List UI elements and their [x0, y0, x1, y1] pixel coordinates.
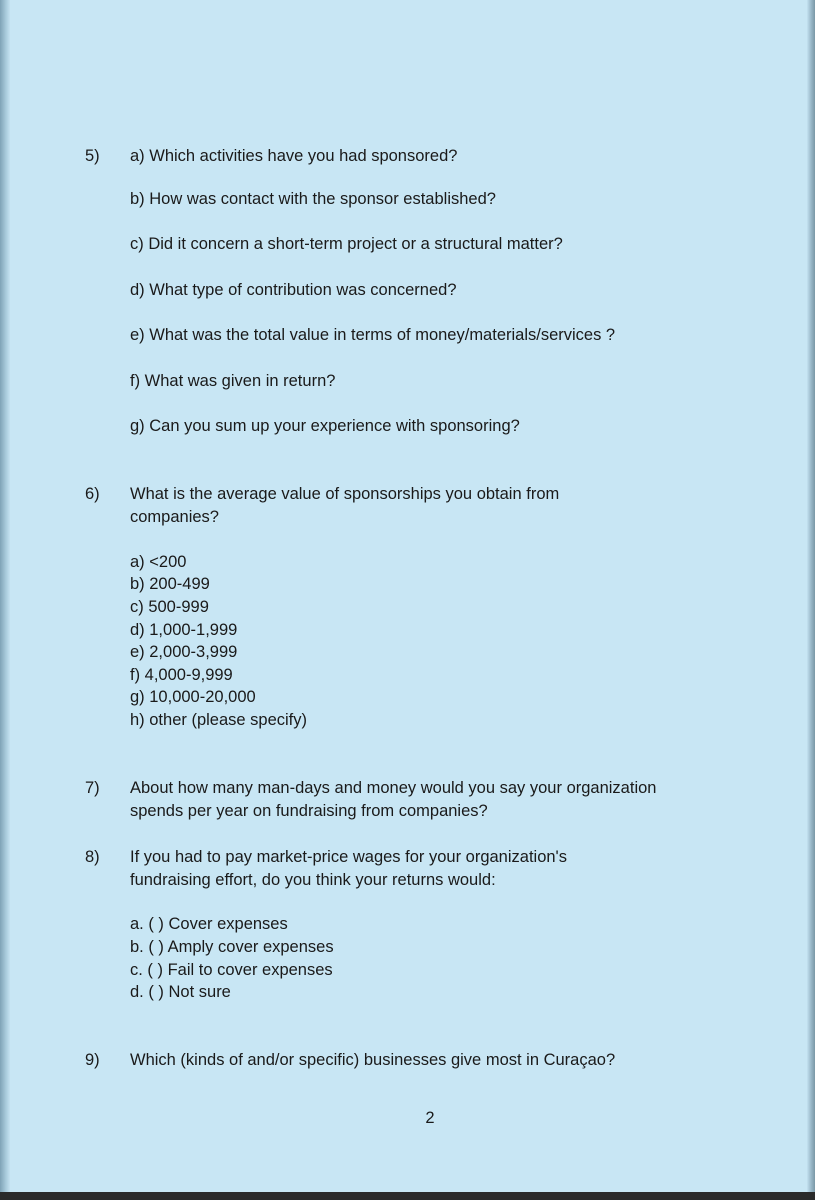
question-7-number: 7) [85, 779, 100, 797]
page-bottom-edge [0, 1192, 815, 1200]
question-6-option-d: d) 1,000-1,999 [130, 621, 238, 639]
question-5b: b) How was contact with the sponsor established? [130, 190, 496, 208]
question-6-option-e: e) 2,000-3,999 [130, 643, 238, 661]
question-8-option-d: d. ( ) Not sure [130, 983, 231, 1001]
question-6-option-b: b) 200-499 [130, 575, 210, 593]
question-6-option-f: f) 4,000-9,999 [130, 666, 233, 684]
question-8-option-c: c. ( ) Fail to cover expenses [130, 961, 333, 979]
question-6-text-line1: What is the average value of sponsorships you obtain from [130, 485, 560, 503]
question-9-number: 9) [85, 1051, 100, 1069]
question-8-text-line2: fundraising effort, do you think your returns would: [130, 871, 496, 889]
question-7-text-line1: About how many man-days and money would you say your organization [130, 779, 657, 797]
question-5c: c) Did it concern a short-term project or a structural matter? [130, 235, 563, 253]
page-number: 2 [425, 1109, 435, 1127]
question-5f: f) What was given in return? [130, 372, 336, 390]
question-9-text: Which (kinds of and/or specific) businesses give most in Curaçao? [130, 1051, 616, 1069]
question-6-option-a: a) <200 [130, 553, 187, 571]
question-5e: e) What was the total value in terms of money/materials/services ? [130, 326, 616, 344]
binding-edge [0, 0, 10, 1200]
question-6-option-g: g) 10,000-20,000 [130, 688, 256, 706]
question-8-option-b: b. ( ) Amply cover expenses [130, 938, 334, 956]
question-6-option-h: h) other (please specify) [130, 711, 307, 729]
page-edge [807, 0, 815, 1200]
question-6-text-line2: companies? [130, 508, 219, 526]
question-8-option-a: a. ( ) Cover expenses [130, 915, 288, 933]
question-7-text-line2: spends per year on fundraising from companies? [130, 802, 488, 820]
question-5g: g) Can you sum up your experience with sponsoring? [130, 417, 520, 435]
question-6-option-c: c) 500-999 [130, 598, 209, 616]
question-6-number: 6) [85, 485, 100, 503]
question-8-number: 8) [85, 848, 100, 866]
question-5d: d) What type of contribution was concerned? [130, 281, 457, 299]
question-8-text-line1: If you had to pay market-price wages for your organization's [130, 848, 567, 866]
question-5a: a) Which activities have you had sponsored? [130, 147, 458, 165]
question-5-number: 5) [85, 147, 100, 165]
